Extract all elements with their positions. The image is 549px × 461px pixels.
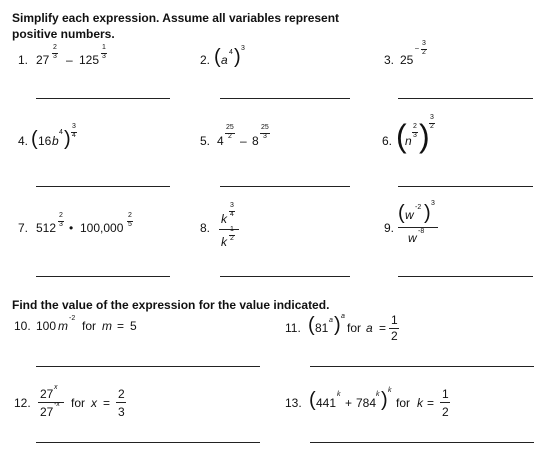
problem-number: 2. <box>200 53 211 67</box>
problem-number: 3. <box>384 53 395 67</box>
equals-sign: = <box>103 396 111 410</box>
inner-exp-denominator: 3 <box>413 132 417 139</box>
inner-exponent: 4 <box>229 49 233 56</box>
problem-number: 13. <box>285 396 302 410</box>
operator: + <box>345 396 353 410</box>
problem-3 <box>384 40 444 72</box>
for-label: for <box>396 396 411 410</box>
for-label: for <box>82 319 97 333</box>
problem-2: 2. ( a 4 ) 3 <box>200 45 245 68</box>
numerator-outer-exp: 3 <box>431 200 435 207</box>
base: 27 <box>36 53 50 67</box>
problem-number: 8. <box>200 221 211 235</box>
for-label: for <box>71 396 86 410</box>
base: 4 <box>217 134 224 148</box>
problem-number: 9. <box>384 221 395 235</box>
value-numerator: 1 <box>391 313 398 327</box>
outer-exponent: a <box>341 313 345 320</box>
answer-line-5[interactable] <box>220 186 350 187</box>
answer-line-4[interactable] <box>36 186 170 187</box>
denominator-exp: -8 <box>418 228 425 235</box>
variable: a <box>221 53 228 67</box>
inner-exponent: a <box>329 317 333 324</box>
outer-exp-numerator: 3 <box>430 114 434 121</box>
operator: • <box>69 221 74 235</box>
exp-denominator: 3 <box>102 53 106 60</box>
coefficient: 16 <box>38 134 52 148</box>
problem-12 <box>14 386 144 420</box>
outer-exponent: 3 <box>241 45 245 52</box>
exponent: -2 <box>69 315 76 322</box>
numerator-exp: x <box>54 384 58 391</box>
condition-value: 5 <box>130 319 137 333</box>
denominator-exp: -x <box>54 401 60 408</box>
exp-denominator: 3 <box>59 221 63 228</box>
section-heading-line1: Simplify each expression. Assume all variables represent <box>12 11 340 25</box>
exp-numerator: 2 <box>59 212 63 219</box>
exp-denominator: 3 <box>53 53 57 60</box>
problem-number: 7. <box>18 221 29 235</box>
problem-number: 11. <box>285 321 301 335</box>
exp-numerator: 25 <box>226 124 234 131</box>
variable: n <box>405 134 412 148</box>
problem-5 <box>200 124 300 158</box>
denominator-exp-denominator: 2 <box>230 235 234 242</box>
problem-13: 13. ( 441 k + 784 k ) k for k = 1 2 <box>285 387 449 419</box>
answer-line-11[interactable] <box>310 366 534 367</box>
answer-line-10[interactable] <box>36 366 260 367</box>
value-numerator: 1 <box>442 387 449 401</box>
inner-exp-numerator: 2 <box>413 123 417 130</box>
problem-9: 9. ( w -2 ) 3 w -8 <box>384 202 454 250</box>
base: 81 <box>315 321 329 335</box>
base: 100,000 <box>80 221 124 235</box>
equals-sign: = <box>117 319 125 333</box>
denominator-base: 27 <box>40 405 54 419</box>
section-heading-2: Find the value of the expression for the value indicated. <box>12 298 330 312</box>
exp-numerator: 3 <box>422 40 426 47</box>
problem-1 <box>18 44 148 72</box>
problem-number: 10. <box>14 319 31 333</box>
condition-variable: m <box>102 319 112 333</box>
numerator-variable: w <box>405 208 414 222</box>
exp-sign: – <box>415 45 419 52</box>
base: 784 <box>356 396 377 410</box>
equals-sign: = <box>379 321 387 335</box>
coefficient: 100 <box>36 319 57 333</box>
exp-denominator: 3 <box>263 133 267 140</box>
variable: b <box>52 134 59 148</box>
exp-denominator: 2 <box>228 133 232 140</box>
answer-line-1[interactable] <box>36 98 170 99</box>
fraction-bar <box>219 229 239 230</box>
answer-line-12[interactable] <box>36 442 260 443</box>
exp-numerator: 2 <box>128 212 132 219</box>
base: 512 <box>36 221 57 235</box>
numerator-exp-denominator: 4 <box>230 211 234 218</box>
answer-line-2[interactable] <box>220 98 350 99</box>
problem-number: 5. <box>200 134 211 148</box>
problem-number: 4. <box>18 134 29 148</box>
base: 441 <box>316 396 337 410</box>
exponent: k <box>337 391 341 398</box>
problem-10 <box>14 314 154 336</box>
answer-line-9[interactable] <box>398 276 533 277</box>
answer-line-7[interactable] <box>36 276 170 277</box>
exp-numerator: 3 <box>72 123 76 130</box>
problem-number: 6. <box>382 134 393 148</box>
answer-line-3[interactable] <box>398 98 533 99</box>
value-denominator: 2 <box>391 329 398 343</box>
base: 25 <box>400 53 414 67</box>
operator: – <box>66 53 73 67</box>
problem-6: 6. ( n 2 3 ) 3 2 <box>382 114 434 154</box>
variable: m <box>58 319 68 333</box>
problem-4: 4. ( 16 b 4 ) 3 4 <box>18 123 76 150</box>
answer-line-8[interactable] <box>220 276 350 277</box>
denominator-variable: w <box>408 231 417 245</box>
section-heading-line2: positive numbers. <box>12 27 115 41</box>
exp-numerator: 25 <box>261 124 269 131</box>
numerator-base: 27 <box>40 387 54 401</box>
value-denominator: 2 <box>442 405 449 419</box>
exp-denominator: 4 <box>72 132 76 139</box>
numerator-variable: k <box>221 212 227 226</box>
value-denominator: 3 <box>118 405 125 419</box>
problem-8 <box>200 202 250 254</box>
outer-exp-denominator: 2 <box>430 123 434 130</box>
exp-numerator: 2 <box>53 44 57 51</box>
outer-exponent: k <box>388 387 392 394</box>
condition-variable: a <box>366 321 373 335</box>
problem-11: 11. ( 81 a ) a for a = 1 2 <box>285 313 398 343</box>
problem-number: 12. <box>14 396 31 410</box>
for-label: for <box>347 321 362 335</box>
condition-variable: k <box>417 396 423 410</box>
exp-numerator: 1 <box>102 44 106 51</box>
base: 125 <box>79 53 100 67</box>
denominator-exp-numerator: 1 <box>230 226 234 233</box>
fraction-bar <box>38 402 64 403</box>
exponent: k <box>376 391 380 398</box>
equals-sign: = <box>427 396 435 410</box>
base: 8 <box>252 134 259 148</box>
operator: – <box>240 134 247 148</box>
numerator-inner-exp: -2 <box>415 204 422 211</box>
exp-denominator: 5 <box>128 221 132 228</box>
numerator-exp-numerator: 3 <box>230 202 234 209</box>
problem-number: 1. <box>18 53 29 67</box>
condition-variable: x <box>91 396 97 410</box>
value-numerator: 2 <box>118 387 125 401</box>
inner-exponent: 4 <box>59 129 63 136</box>
answer-line-13[interactable] <box>310 442 534 443</box>
denominator-variable: k <box>221 235 227 249</box>
exp-denominator: 2 <box>422 49 426 56</box>
answer-line-6[interactable] <box>398 186 533 187</box>
problem-7 <box>18 210 158 240</box>
